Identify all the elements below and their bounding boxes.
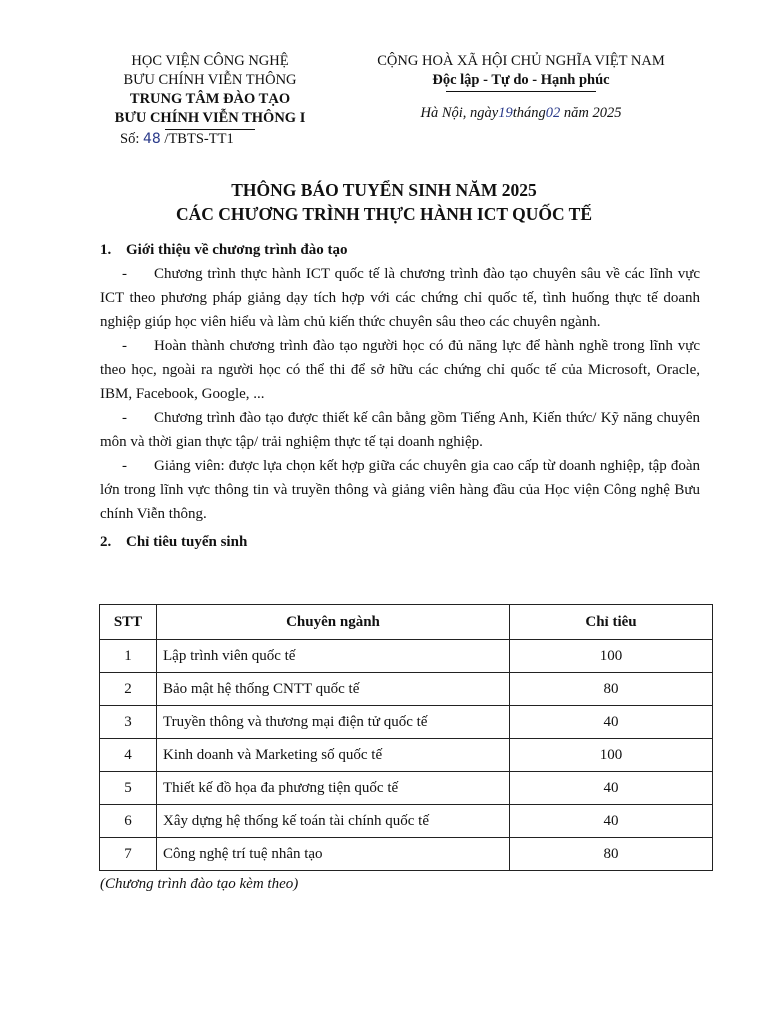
section-1-heading	[100, 238, 700, 262]
table-row	[100, 805, 713, 838]
row-major: Công nghệ trí tuệ nhân tạo	[157, 838, 510, 871]
row-stt: 4	[100, 739, 157, 772]
row-stt: 3	[100, 706, 157, 739]
date-month: 02	[545, 105, 561, 121]
bullet-text: Chương trình đào tạo được thiết kế cân bằng gồm Tiếng Anh, Kiến thức/ Kỹ năng chuyên môn và thời gian thực tập/ trải nghiệm thực tế tại doanh nghiệp.	[100, 410, 700, 450]
quota-table	[99, 604, 713, 871]
section-1-number: 1.	[100, 242, 112, 258]
row-stt: 2	[100, 673, 157, 706]
bullet-dash: -	[122, 410, 127, 426]
issuer-line-3: TRUNG TÂM ĐÀO TẠO	[129, 91, 291, 107]
docno-prefix: Số:	[120, 131, 140, 147]
bullet-text: Chương trình thực hành ICT quốc tế là chương trình đào tạo chuyên sâu về các lĩnh vực ICT theo phương pháp giảng dạy tích hợp với các chứng chỉ quốc tế, tình huống thực tế doanh nghiệp giúp học viên hiểu và làm chủ kiến thức chuyên sâu theo các chuyên ngành.	[100, 266, 700, 330]
row-stt: 6	[100, 805, 157, 838]
row-quota: 80	[510, 838, 713, 871]
table-header-row	[100, 605, 713, 640]
row-quota: 40	[510, 772, 713, 805]
bullet-text: Hoàn thành chương trình đào tạo người học có đủ năng lực để hành nghề trong lĩnh vực theo học, ngoài ra người học có thể thi để sở hữu các chứng chỉ quốc tế của Microsoft, Oracle, IBM, Facebook, Google, ...	[100, 338, 700, 402]
row-major: Truyền thông và thương mại điện tử quốc tế	[157, 706, 510, 739]
date-day: 19	[498, 105, 513, 121]
table-row	[100, 772, 713, 805]
table-row	[100, 640, 713, 673]
section-2-number: 2.	[100, 534, 112, 550]
row-major: Thiết kế đồ họa đa phương tiện quốc tế	[157, 772, 510, 805]
title-line-1: THÔNG BÁO TUYỂN SINH NĂM 2025	[231, 180, 537, 200]
document-title	[60, 178, 708, 226]
motto-underline	[446, 91, 596, 92]
national-header	[362, 52, 680, 123]
issuer-line-4: BƯU CHÍNH VIỄN THÔNG I	[114, 110, 306, 126]
national-motto: Độc lập - Tự do - Hạnh phúc	[432, 72, 610, 88]
row-quota: 40	[510, 805, 713, 838]
section-2-heading	[100, 530, 700, 554]
row-quota: 40	[510, 706, 713, 739]
date-month-label: tháng	[512, 105, 546, 121]
document-body	[100, 238, 700, 554]
row-major: Lập trình viên quốc tế	[157, 640, 510, 673]
section-1-title: Giới thiệu về chương trình đào tạo	[126, 242, 348, 258]
table-row	[100, 706, 713, 739]
national-title: CỘNG HOÀ XÃ HỘI CHỦ NGHĨA VIỆT NAM	[377, 53, 665, 69]
docno-handwritten: 48	[142, 131, 161, 147]
header-quota: Chỉ tiêu	[510, 605, 713, 640]
title-line-2: CÁC CHƯƠNG TRÌNH THỰC HÀNH ICT QUỐC TẾ	[175, 204, 592, 224]
docno-suffix: /TBTS-TT1	[164, 131, 234, 147]
date-year: năm 2025	[563, 105, 622, 121]
bullet-dash: -	[122, 266, 127, 282]
issuer-line-1: HỌC VIỆN CÔNG NGHỆ	[131, 53, 289, 69]
row-stt: 7	[100, 838, 157, 871]
row-stt: 1	[100, 640, 157, 673]
table-row	[100, 838, 713, 871]
intro-bullet	[100, 262, 700, 334]
row-major: Kinh doanh và Marketing số quốc tế	[157, 739, 510, 772]
section-2-title: Chỉ tiêu tuyển sinh	[126, 534, 248, 550]
document-number	[100, 130, 320, 149]
row-quota: 100	[510, 739, 713, 772]
row-stt: 5	[100, 772, 157, 805]
attachment-note: (Chương trình đào tạo kèm theo)	[100, 876, 299, 892]
intro-bullet	[100, 406, 700, 454]
header-stt: STT	[100, 605, 157, 640]
date-prefix: Hà Nội, ngày	[420, 105, 499, 121]
issuer-line-2: BƯU CHÍNH VIỄN THÔNG	[123, 72, 297, 88]
bullet-dash: -	[122, 458, 127, 474]
intro-bullet	[100, 334, 700, 406]
row-quota: 80	[510, 673, 713, 706]
intro-bullet	[100, 454, 700, 526]
table-row	[100, 739, 713, 772]
header-major: Chuyên ngành	[157, 605, 510, 640]
bullet-text: Giảng viên: được lựa chọn kết hợp giữa các chuyên gia cao cấp từ doanh nghiệp, tập đoàn lớn trong lĩnh vực thông tin và truyền thông và giảng viên hàng đầu của Học viện Công nghệ Bưu chính Viễn thông.	[100, 458, 700, 522]
row-major: Xây dựng hệ thống kế toán tài chính quốc tế	[157, 805, 510, 838]
issuer-block	[100, 52, 320, 149]
row-quota: 100	[510, 640, 713, 673]
bullet-dash: -	[122, 338, 127, 354]
issue-date	[362, 104, 680, 123]
table-row	[100, 673, 713, 706]
row-major: Bảo mật hệ thống CNTT quốc tế	[157, 673, 510, 706]
